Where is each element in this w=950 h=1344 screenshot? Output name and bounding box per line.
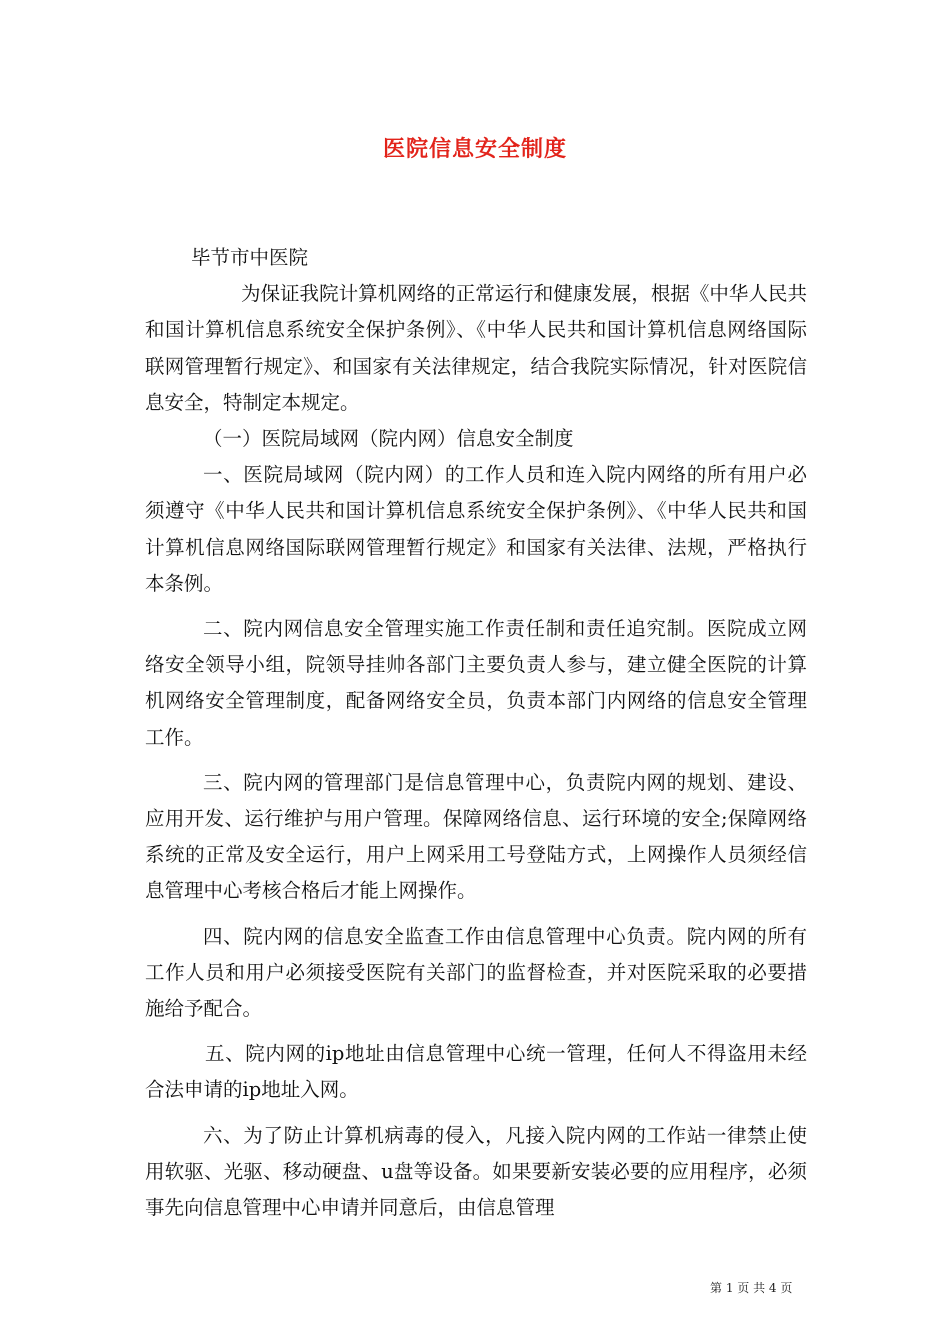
clause-1-paragraph: 一、医院局域网（院内网）的工作人员和连入院内网络的所有用户必须遵守《中华人民共和国计算机信息系统安全保护条例》、《中华人民共和国计算机信息网络国际联网管理暂行规定》和国家有关法律、法规，严格执行本条例。	[145, 463, 807, 595]
clause-5-paragraph: 五、院内网的ip地址由信息管理中心统一管理，任何人不得盗用未经合法申请的ip地址入网。	[145, 1042, 807, 1102]
page-number: 第 1 页 共 4 页	[710, 1281, 793, 1295]
intro-paragraph: 为保证我院计算机网络的正常运行和健康发展，根据《中华人民共和国计算机信息系统安全保护条例》、《中华人民共和国计算机信息网络国际联网管理暂行规定》、和国家有关法律规定，结合我院实际情况，针对医院信息安全，特制定本规定。	[145, 282, 807, 414]
document-body	[145, 240, 807, 1226]
organization-name: 毕节市中医院	[191, 246, 309, 269]
section-heading: （一）医院局域网（院内网）信息安全制度	[203, 427, 574, 451]
clause-6-paragraph: 六、为了防止计算机病毒的侵入，凡接入院内网的工作站一律禁止使用软驱、光驱、移动硬盘、u盘等设备。如果要新安装必要的应用程序，必须事先向信息管理中心申请并同意后，由信息管理	[145, 1123, 807, 1220]
clause-2-paragraph: 二、院内网信息安全管理实施工作责任制和责任追究制。医院成立网络安全领导小组，院领导挂帅各部门主要负责人参与，建立健全医院的计算机网络安全管理制度，配备网络安全员，负责本部门内网络的信息安全管理工作。	[145, 617, 807, 749]
document-title: 医院信息安全制度	[382, 136, 567, 162]
clause-4-paragraph: 四、院内网的信息安全监查工作由信息管理中心负责。院内网的所有工作人员和用户必须接受医院有关部门的监督检查，并对医院采取的必要措施给予配合。	[145, 924, 807, 1021]
clause-3-paragraph: 三、院内网的管理部门是信息管理中心，负责院内网的规划、建设、应用开发、运行维护与用户管理。保障网络信息、运行环境的安全;保障网络系统的正常及安全运行，用户上网采用工号登陆方式，上网操作人员须经信息管理中心考核合格后才能上网操作。	[145, 770, 807, 903]
